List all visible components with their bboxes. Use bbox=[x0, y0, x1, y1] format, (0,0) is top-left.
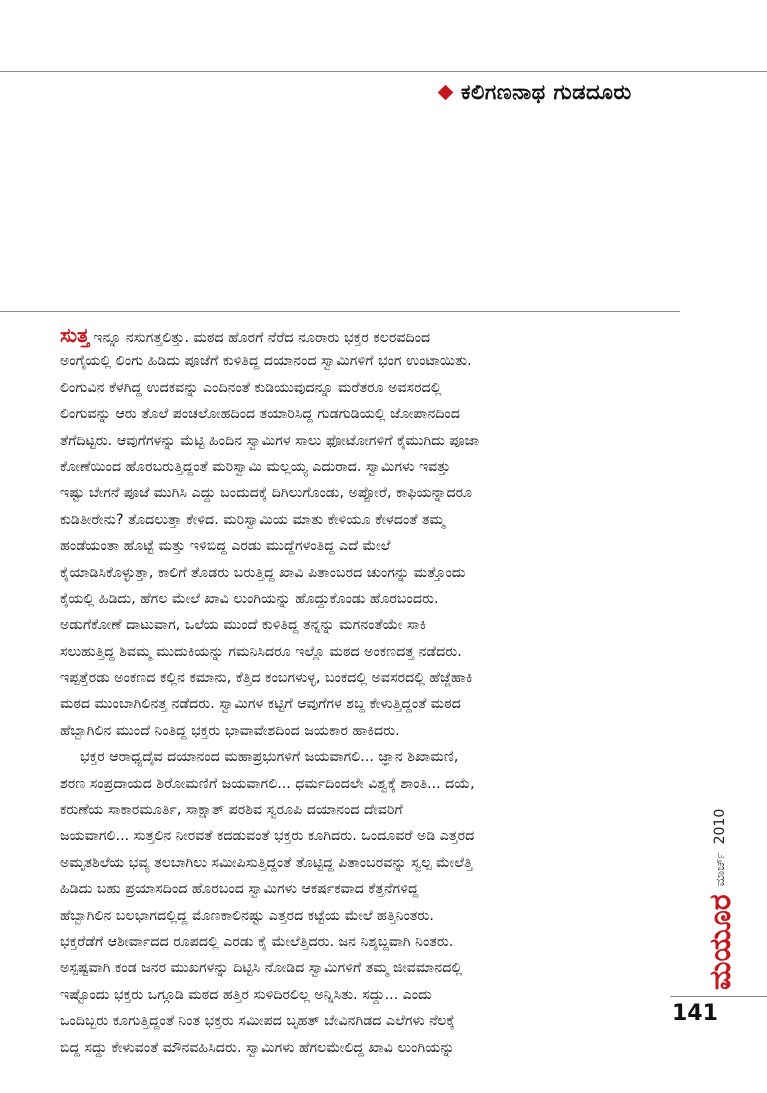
article-line: ಕುಡಿತೀರೇನು? ತೊದಲುತ್ತಾ ಕೇಳಿದ. ಮರಿಸ್ವಾಮಿಯ ಮಾತು ಕೇಳಿಯೂ ಕೇಳದಂತೆ ತಮ್ಮ bbox=[60, 511, 445, 528]
page-number-divider bbox=[670, 996, 767, 997]
article-line: ಹಿಡಿದು ಬಹು ಪ್ರಯಾಸದಿಂದ ಹೊರಬಂದ ಸ್ವಾಮಿಗಳು ಆಕರ್ಷಕವಾದ ಕೆತ್ತನೆಗಳಿದ್ದ bbox=[60, 881, 419, 898]
article-line: ಕೈಯಲ್ಲಿ ಹಿಡಿದು, ಹೆಗಲ ಮೇಲೆ ಖಾವಿ ಲುಂಗಿಯನ್ನು ಹೊದ್ದುಕೊಂಡು ಹೊರಬಂದರು. bbox=[60, 590, 439, 607]
author-byline bbox=[440, 80, 700, 105]
article-line: ಒಂದಿಬ್ಬರು ಕೂಗುತ್ತಿದ್ದಂತೆ ನಿಂತ ಭಕ್ತರು ಸಮೀಪದ ಬೃಹತ್ ಬೇವಿನಗಿಡದ ಎಲೆಗಳು ನೆಲಕ್ಕೆ bbox=[60, 1013, 455, 1030]
section-divider bbox=[0, 311, 680, 312]
article-line bbox=[60, 322, 595, 348]
author-name: ಕಲಿಗಣನಾಥ ಗುಡದೂರು bbox=[461, 80, 632, 104]
issue-month: ಮಾರ್ಚ್ bbox=[712, 852, 727, 887]
article-line: ಬಿದ್ದ ಸದ್ದು ಕೇಳುವಂತೆ ಮೌನವಹಿಸಿದರು. ಸ್ವಾಮಿಗಳು ಹೆಗಲಮೇಲಿದ್ದ ಖಾವಿ ಲುಂಗಿಯನ್ನು bbox=[60, 1039, 455, 1056]
article-line: ಅಸ್ಪಷ್ಟವಾಗಿ ಕಂಡ ಜನರ ಮುಖಗಳನ್ನು ದಿಟ್ಟಿಸಿ ನೋಡಿದ ಸ್ವಾಮಿಗಳಿಗೆ ತಮ್ಮ ಜೀವಮಾನದಲ್ಲಿ bbox=[60, 960, 463, 977]
article-line: ಅಂಗೈಯಲ್ಲಿ ಲಿಂಗು ಹಿಡಿದು ಪೂಜೆಗೆ ಕುಳಿತಿದ್ದ ದಯಾನಂದ ಸ್ವಾಮಿಗಳಿಗೆ ಭಂಗ ಉಂಟಾಯಿತು. bbox=[60, 353, 472, 370]
article-line: ಮಠದ ಮುಂಬಾಗಿಲಿನತ್ತ ನಡೆದರು. ಸ್ವಾಮಿಗಳ ಕಟ್ಟಿಗೆ ಆವುಗೆಗಳ ಶಬ್ದ ಕೇಳುತ್ತಿದ್ದಂತೆ ಮಠದ bbox=[60, 696, 461, 713]
article-line: ಇಷ್ಟು ಬೇಗನೆ ಪೂಜೆ ಮುಗಿಸಿ ಎದ್ದು ಬಂದುದಕ್ಕೆ ದಿಗಿಲುಗೊಂಡು, ಅಪ್ಪೋರೆ, ಕಾಫಿಯನ್ನಾದರೂ bbox=[60, 485, 473, 502]
article-line: ಕೈಯಾಡಿಸಿಕೊಳ್ಳುತ್ತಾ, ಕಾಲಿಗೆ ತೊಡರು ಬರುತ್ತಿದ್ದ ಖಾವಿ ಪಿತಾಂಬರದ ಚುಂಗನ್ನು ಮತ್ತೊಂದು bbox=[60, 564, 466, 581]
magazine-logo: ಮಯೂರ bbox=[702, 894, 738, 990]
article-line: ಜಯವಾಗಲಿ... ಸುತ್ತಲಿನ ನೀರವತೆ ಕದಡುವಂತೆ ಭಕ್ತರು ಕೂಗಿದರು. ಒಂದೂವರೆ ಅಡಿ ಎತ್ತರದ bbox=[60, 828, 475, 845]
article-line: ಇಷ್ಟೊಂದು ಭಕ್ತರು ಒಗ್ಗೂಡಿ ಮಠದ ಹತ್ತಿರ ಸುಳಿದಿರಲಿಲ್ಲ ಅನ್ನಿಸಿತು. ಸದ್ದು... ಎಂದು bbox=[60, 986, 432, 1003]
page-number: 141 bbox=[672, 1001, 718, 1026]
article-line: ತೆಗೆದಿಟ್ಟರು. ಆವುಗೆಗಳನ್ನು ಮೆಟ್ಟಿ ಹಿಂದಿನ ಸ್ವಾಮಿಗಳ ಸಾಲು ಫೋಟೋಗಳಿಗೆ ಕೈಮುಗಿದು ಪೂಜಾ bbox=[60, 432, 480, 449]
article-line: ಲಿಂಗುವಿನ ಕೆಳಗಿದ್ದ ಉದಕವನ್ನು ಎಂದಿನಂತೆ ಕುಡಿಯುವುದನ್ನೂ ಮರೆತರೂ ಅವಸರದಲ್ಲಿ bbox=[60, 379, 442, 396]
article-line: ಲಿಂಗುವನ್ನು ಆರು ತೊಲೆ ಪಂಚಲೋಹದಿಂದ ತಯಾರಿಸಿದ್ದ ಗುಡಗುಡಿಯಲ್ಲಿ ಜೋಪಾನದಿಂದ bbox=[60, 406, 461, 423]
article-line: ಕರುಣೆಯ ಸಾಕಾರಮೂರ್ತಿ, ಸಾಕ್ಷಾತ್ ಪರಶಿವ ಸ್ವರೂಪಿ ದಯಾನಂದ ದೇವರಿಗೆ bbox=[60, 802, 403, 819]
article-line: ಹೆಬ್ಬಾಗಿಲಿನ ಬಲಭಾಗದಲ್ಲಿದ್ದ ಮೊಣಕಾಲಿನಷ್ಟು ಎತ್ತರದ ಕಟ್ಟೆಯ ಮೇಲೆ ಹತ್ತಿನಿಂತರು. bbox=[60, 907, 434, 924]
article-line: ಕೋಣೆಯಿಂದ ಹೊರಬರುತ್ತಿದ್ದಂತೆ ಮರಿಸ್ವಾಮಿ ಮಲ್ಲಯ್ಯ ಎದುರಾದ. ಸ್ವಾಮಿಗಳು ಇವತ್ತು bbox=[60, 458, 451, 475]
article-line: ಇಪ್ಪತ್ತೆರಡು ಅಂಕಣದ ಕಲ್ಲಿನ ಕಮಾನು, ಕೆತ್ತಿದ ಕಂಬಗಳುಳ್ಳ, ಬಂಕದಲ್ಲಿ ಅವಸರದಲ್ಲಿ ಹೆಜ್ಜೆಹಾಕಿ bbox=[60, 670, 473, 687]
article-line: ಹೆಬ್ಬಾಗಿಲಿನ ಮುಂದೆ ನಿಂತಿದ್ದ ಭಕ್ತರು ಭಾವಾವೇಶದಿಂದ ಜಯಕಾರ ಹಾಕಿದರು. bbox=[60, 722, 400, 739]
line-text: ಇನ್ನೂ ನಸುಗತ್ತಲಿತ್ತು. ಮಠದ ಹೊರಗೆ ನೆರೆದ ನೂರಾರು ಭಕ್ತರ ಕಲರವದಿಂದ bbox=[93, 330, 431, 346]
article-line: ಹಂಡೆಯಂತಾ ಹೊಟ್ಟೆ ಮತ್ತು ಇಳಿಬಿದ್ದ ಎರಡು ಮುದ್ದೆಗಳಂತಿದ್ದ ಎದೆ ಮೇಲೆ bbox=[60, 538, 391, 555]
article-line: ಸಲುಹುತ್ತಿದ್ದ ಶಿವಮ್ಮ ಮುದುಕಿಯನ್ನು ಗಮನಿಸಿದರೂ ಇಲ್ಲೊ ಮಠದ ಅಂಕಣದತ್ತ ನಡೆದರು. bbox=[60, 643, 462, 660]
article-line: ಶರಣ ಸಂಪ್ರದಾಯದ ಶಿರೋಮಣಿಗೆ ಜಯವಾಗಲಿ... ಧರ್ಮದಿಂದಲೇ ವಿಶ್ವಕ್ಕೆ ಶಾಂತಿ... ದಯೆ, bbox=[60, 775, 475, 792]
magazine-sidebar bbox=[690, 808, 750, 990]
article-line: ಭಕ್ತರೆಡೆಗೆ ಆಶೀರ್ವಾದದ ರೂಪದಲ್ಲಿ ಎರಡು ಕೈ ಮೇಲೆತ್ತಿದರು. ಜನ ನಿಶ್ಶಬ್ದವಾಗಿ ನಿಂತರು. bbox=[60, 933, 454, 950]
top-divider bbox=[0, 71, 767, 72]
issue-year: 2010 bbox=[712, 808, 728, 845]
article-body bbox=[60, 322, 595, 1061]
article-line: ಅಮೃತಶಿಲೆಯ ಭವ್ಯ ತಲಬಾಗಿಲು ಸಮೀಪಿಸುತ್ತಿದ್ದಂತೆ ತೊಟ್ಟಿದ್ದ ಪಿತಾಂಬರವನ್ನು ಸ್ವಲ್ಪ ಮೇಲೆತ್ತಿ bbox=[60, 854, 473, 871]
dropcap: ಸುತ್ತ bbox=[60, 323, 90, 347]
article-line: ಅಡುಗೆಕೋಣೆ ದಾಟುವಾಗ, ಒಲೆಯ ಮುಂದೆ ಕುಳಿತಿದ್ದ ತನ್ನನ್ನು ಮಗನಂತೆಯೇ ಸಾಕಿ bbox=[60, 617, 427, 634]
diamond-bullet-icon bbox=[438, 85, 454, 101]
article-line: ಭಕ್ತರ ಆರಾಧ್ಯದೈವ ದಯಾನಂದ ಮಹಾಪ್ರಭುಗಳಿಗೆ ಜಯವಾಗಲಿ... ಜ್ಞಾನ ಶಿಖಾಮಣಿ, bbox=[80, 749, 459, 766]
